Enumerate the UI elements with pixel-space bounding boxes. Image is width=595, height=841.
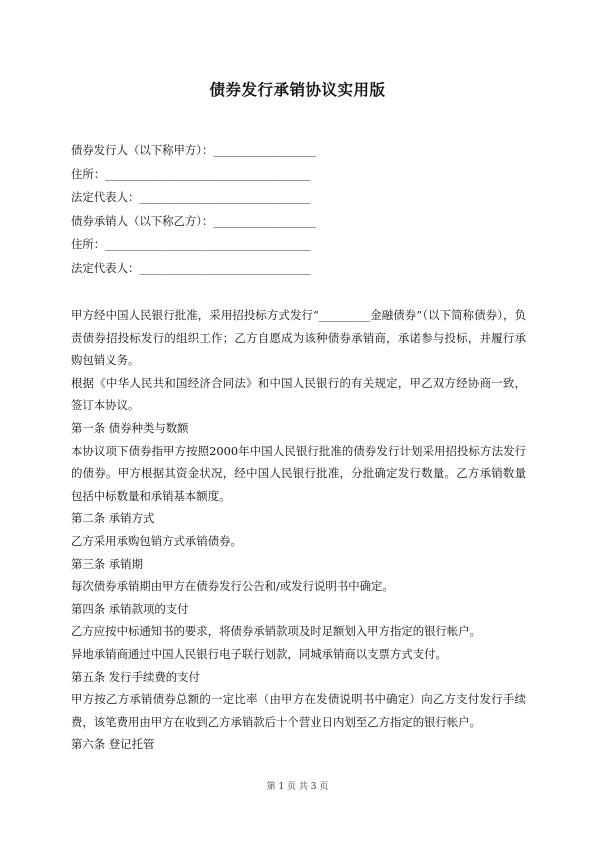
- article-1-heading: 第一条 债券种类与数额: [71, 420, 189, 435]
- article-4-body-2: 异地承销商通过中国人民银行电子联行划款，同城承销商以支票方式支付。: [71, 646, 447, 661]
- document-title: 债券发行承销协议实用版: [209, 81, 386, 99]
- issuer-representative-line: 法定代表人：______________________________: [71, 190, 311, 205]
- page-footer: 第 1 页 共 3 页: [266, 782, 329, 792]
- article-2-heading: 第二条 承销方式: [71, 511, 155, 526]
- agreement-body: [71, 304, 526, 756]
- article-4-body-1: 乙方应按中标通知书的要求，将债券承销款项及时足额划入甲方指定的银行帐户。: [71, 624, 482, 639]
- article-1-body: 本协议项下债券指甲方按照2000年中国人民银行批准的债券发行计划采用招投标方法发行的债券。甲方根据其资金状况，经中国人民银行批准，分批确定发行数量。乙方承销数量包括中标数量和承销基本额度。: [71, 443, 526, 503]
- underwriter-address-line: 住所：____________________________________: [71, 237, 311, 252]
- article-5-heading: 第五条 发行手续费的支付: [71, 669, 200, 684]
- article-5-body: 甲方按乙方承销债券总额的一定比率（由甲方在发债说明书中确定）向乙方支付发行手续费，该笔费用由甲方在收到乙方承销款后十个营业日内划至乙方指定的银行帐户。: [71, 692, 526, 729]
- underwriter-line: 债券承销人（以下称乙方）：__________________: [71, 213, 316, 228]
- issuer-line: 债券发行人（以下称甲方）：__________________: [71, 143, 316, 157]
- article-6-heading: 第六条 登记托管: [71, 737, 155, 752]
- article-3-body: 每次债券承销期由甲方在债券发行公告和/或发行说明书中确定。: [71, 579, 394, 594]
- article-2-body: 乙方采用承购包销方式承销债券。: [71, 533, 242, 548]
- underwriter-representative-line: 法定代表人：______________________________: [71, 260, 311, 275]
- article-3-heading: 第三条 承销期: [71, 556, 143, 571]
- basis-paragraph: 根据《中华人民共和国经济合同法》和中国人民银行的有关规定，甲乙双方经协商一致，签订本协议。: [71, 375, 526, 413]
- party-info-block: [71, 142, 531, 284]
- issuer-address-line: 住所：____________________________________: [71, 166, 311, 181]
- article-4-heading: 第四条 承销款项的支付: [71, 601, 189, 616]
- intro-paragraph: 甲方经中国人民银行批准，采用招投标方式发行“_________金融债券”（以下简称债券），负责债券招投标发行的组织工作；乙方自愿成为该种债券承销商，承诺参与投标，并履行承购包销义务。: [71, 308, 526, 368]
